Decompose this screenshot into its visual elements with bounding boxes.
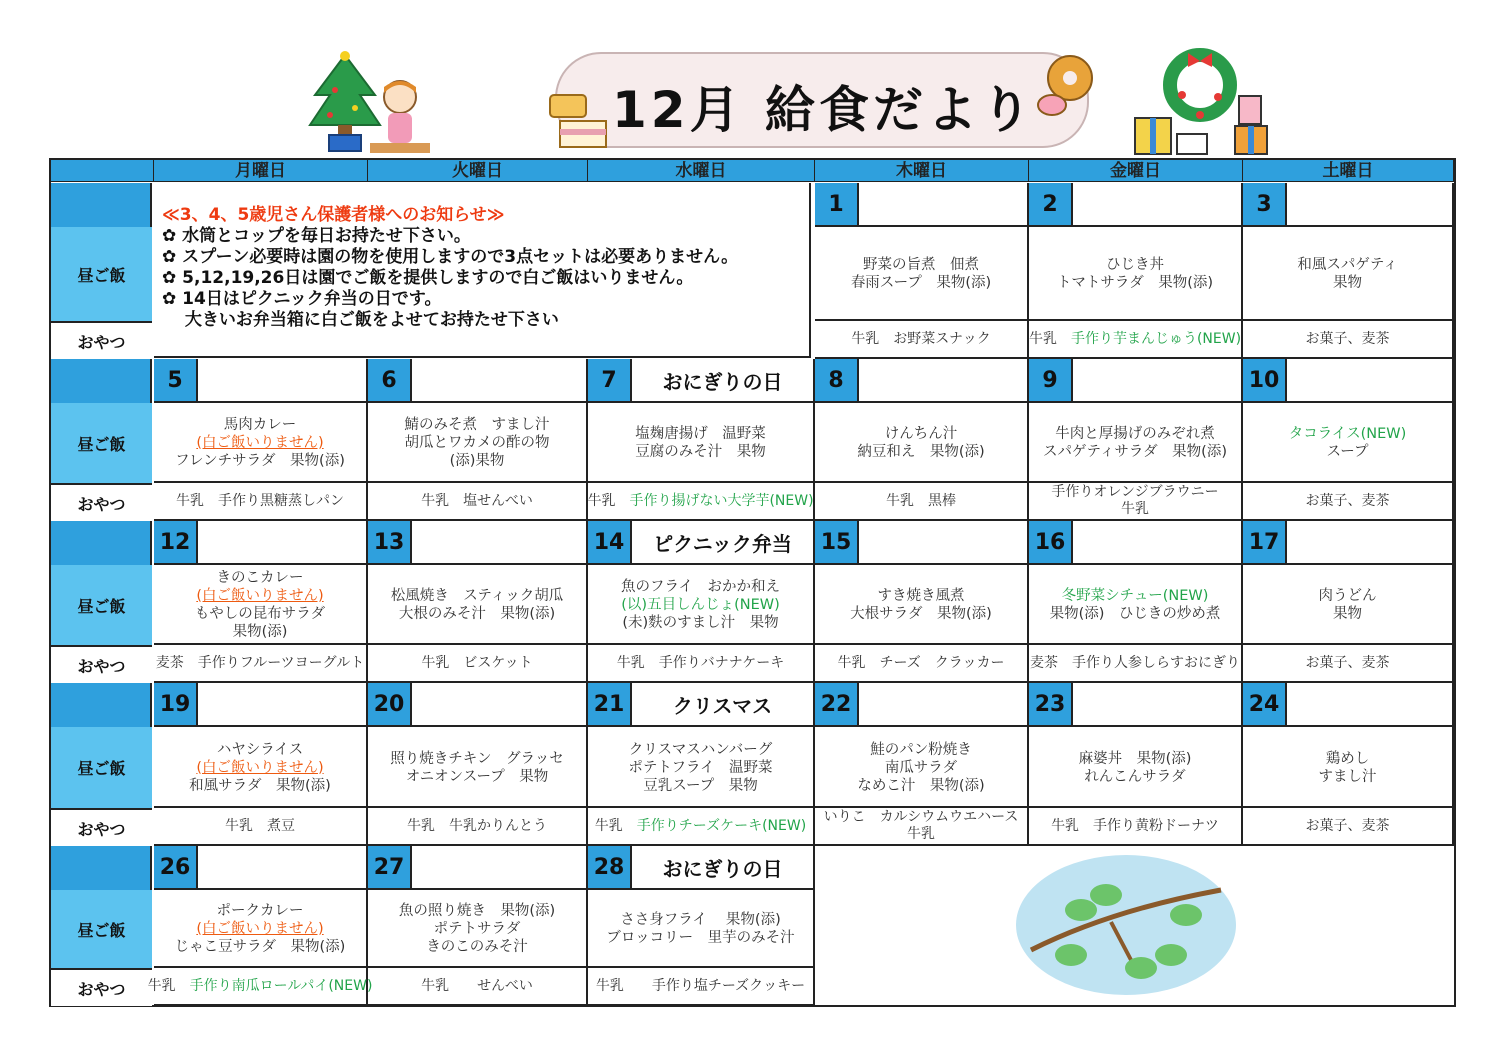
day-cell <box>1243 683 1454 846</box>
day-cell <box>154 683 368 846</box>
lunch-line: 南瓜サラダ <box>884 759 958 776</box>
weekday-header: 水曜日 <box>588 160 815 182</box>
snack-line: お菓子、麦茶 <box>1305 817 1390 834</box>
snack-part: 牛乳 <box>1028 330 1071 347</box>
side-snack-label: おやつ <box>51 321 152 359</box>
lunch-line: 照り焼きチキン グラッセ <box>390 750 564 767</box>
lunch-menu <box>815 565 1027 645</box>
lunch-line: 野菜の旨煮 佃煮 <box>863 257 979 273</box>
lunch-line: きのこカレー <box>216 570 304 586</box>
day-event-label <box>1287 183 1452 225</box>
day-header <box>368 683 586 727</box>
day-event-label <box>198 846 366 888</box>
lunch-menu <box>368 403 586 483</box>
snack-menu <box>154 806 366 844</box>
snack-line: お菓子、麦茶 <box>1305 654 1390 671</box>
lunch-line: じゃこ豆サラダ 果物(添) <box>174 939 346 955</box>
lunch-line: (添)果物 <box>449 453 505 469</box>
lunch-line: ポテトサラダ <box>433 921 521 937</box>
day-number: 17 <box>1243 521 1287 563</box>
day-number: 24 <box>1243 683 1287 725</box>
day-event-label <box>412 846 586 888</box>
snack-menu <box>368 643 586 681</box>
sweets-icon <box>540 85 615 155</box>
day-event-label <box>859 683 1027 725</box>
snack-part: 牛乳 <box>594 817 637 834</box>
day-header <box>815 359 1027 403</box>
day-number: 10 <box>1243 359 1287 401</box>
day-cell <box>588 521 815 683</box>
lunch-line: ささ身フライ 果物(添) <box>620 912 781 928</box>
side-lunch-label: 昼ご飯 <box>51 727 152 808</box>
snack-line: 牛乳 手作り黄粉ドーナツ <box>1051 817 1219 834</box>
lunch-menu <box>588 727 813 808</box>
day-number: 1 <box>815 183 859 225</box>
notice-line: ✿ 5,12,19,26日は園でご飯を提供しますので白ご飯はいりません。 <box>162 268 694 288</box>
day-event-label <box>859 359 1027 401</box>
day-number: 19 <box>154 683 198 725</box>
lunch-line: けんちん汁 <box>884 426 958 442</box>
day-header <box>815 683 1027 727</box>
snack-line: 牛乳 手作りバナナケーキ <box>616 654 785 671</box>
snack-line: 牛乳 お野菜スナック <box>851 330 991 347</box>
day-number: 20 <box>368 683 412 725</box>
lunch-menu <box>154 890 366 968</box>
snack-menu <box>1029 643 1241 681</box>
day-cell <box>154 359 368 521</box>
weekday-header: 月曜日 <box>154 160 368 182</box>
day-header <box>1029 683 1241 727</box>
notice-line: ✿ スプーン必要時は園の物を使用しますので3点セットは必要ありません。 <box>162 247 739 267</box>
day-number: 15 <box>815 521 859 563</box>
snack-menu <box>588 806 813 844</box>
lunch-line: (以)五目しんじょ(NEW) <box>621 597 780 613</box>
day-event-label <box>412 521 586 563</box>
lunch-menu <box>588 890 813 968</box>
snack-line: 牛乳 牛乳かりんとう <box>407 817 547 834</box>
day-number: 6 <box>368 359 412 401</box>
day-header <box>154 683 366 727</box>
lunch-menu <box>1243 565 1452 645</box>
day-number: 2 <box>1029 183 1073 225</box>
day-cell <box>1243 359 1454 521</box>
day-number: 26 <box>154 846 198 888</box>
snack-line: お菓子、麦茶 <box>1305 492 1390 509</box>
day-header <box>1243 683 1452 727</box>
snack-line: 麦茶 手作りフルーツヨーグルト <box>155 654 365 671</box>
day-cell <box>815 683 1029 846</box>
notice-heading: ≪3、4、5歳児さん保護者様へのお知らせ≫ <box>162 205 505 225</box>
lunch-line: すき焼き風煮 <box>877 588 965 604</box>
day-event-label: ピクニック弁当 <box>653 531 792 556</box>
day-header <box>368 359 586 403</box>
snack-menu <box>368 481 586 519</box>
lunch-menu <box>1029 403 1241 483</box>
lunch-line: (白ご飯いりません) <box>196 588 324 604</box>
lunch-line: 果物(添) <box>232 624 288 640</box>
day-header <box>1029 359 1241 403</box>
lunch-line: 胡瓜とワカメの酢の物 <box>404 435 550 451</box>
lunch-line: 果物 <box>1333 275 1362 291</box>
snack-line: 麦茶 手作り人参しらすおにぎり <box>1030 654 1240 671</box>
lunch-line: 納豆和え 果物(添) <box>857 444 985 460</box>
day-cell <box>147 846 373 1006</box>
lunch-menu <box>815 727 1027 808</box>
lunch-line: 松風焼き スティック胡瓜 <box>390 588 564 604</box>
lunch-line: 鶏めし <box>1325 750 1370 767</box>
lunch-line: 麻婆丼 果物(添) <box>1078 750 1192 767</box>
day-event-label <box>1073 183 1241 225</box>
day-cell <box>815 359 1029 521</box>
day-event-label <box>1287 359 1452 401</box>
day-number: 16 <box>1029 521 1073 563</box>
lunch-menu <box>588 565 813 645</box>
present-icon <box>1135 90 1275 158</box>
lunch-line: 鯖のみそ煮 すまし汁 <box>404 417 550 433</box>
lunch-menu <box>1029 727 1241 808</box>
day-header <box>154 846 366 890</box>
snack-menu <box>1243 806 1452 844</box>
day-event-label <box>1287 521 1452 563</box>
lunch-line: 大根サラダ 果物(添) <box>850 606 992 622</box>
lunch-line: クリスマスハンバーグ <box>628 741 773 758</box>
day-header <box>368 846 586 890</box>
lunch-line: 魚の照り焼き 果物(添) <box>398 903 556 919</box>
snack-part: 手作り揚げない大学芋(NEW) <box>629 492 814 509</box>
lunch-line: 豆乳スープ 果物 <box>643 777 758 794</box>
side-snack-label: おやつ <box>51 645 152 683</box>
side-day-bar <box>51 846 152 890</box>
lunch-line: ブロッコリー 里芋のみそ汁 <box>606 930 795 946</box>
day-cell <box>154 521 368 683</box>
day-header <box>588 359 813 403</box>
day-header <box>154 521 366 565</box>
snack-menu <box>368 966 586 1004</box>
day-number: 5 <box>154 359 198 401</box>
notice-line: ✿ 14日はピクニック弁当の日です。 <box>162 289 442 309</box>
lunch-line: フレンチサラダ 果物(添) <box>175 453 345 469</box>
day-event-label <box>198 359 366 401</box>
day-cell <box>815 183 1029 359</box>
side-lunch-label: 昼ご飯 <box>51 403 152 483</box>
snack-line <box>595 818 806 835</box>
side-day-bar <box>51 359 152 403</box>
snack-menu <box>815 643 1027 681</box>
day-event-label <box>859 521 1027 563</box>
snack-menu <box>1243 481 1452 519</box>
snack-menu <box>815 481 1027 519</box>
day-cell <box>1243 521 1454 683</box>
lunch-menu <box>154 565 366 645</box>
snack-line: 牛乳 <box>907 826 935 842</box>
day-header <box>588 846 813 890</box>
lunch-line: 和風サラダ 果物(添) <box>189 777 331 794</box>
day-header <box>815 521 1027 565</box>
corner-cell <box>51 160 154 182</box>
side-snack-label: おやつ <box>51 968 152 1006</box>
day-header <box>154 359 366 403</box>
lunch-line: オニオンスープ 果物 <box>405 768 549 785</box>
snack-menu <box>147 966 373 1004</box>
lunch-menu <box>1243 403 1452 483</box>
day-cell <box>1243 183 1454 359</box>
snack-line: 牛乳 手作り塩チーズクッキー <box>595 977 806 994</box>
lunch-line: 春雨スープ 果物(添) <box>850 275 992 291</box>
snack-line: 手作りオレンジブラウニー <box>1051 484 1219 500</box>
lunch-line: (白ご飯いりません) <box>196 435 324 451</box>
lunch-line: 豆腐のみそ汁 果物 <box>635 444 766 460</box>
snack-part: 手作りチーズケーキ(NEW) <box>636 817 807 834</box>
snack-menu <box>588 643 813 681</box>
lunch-line: (白ご飯いりません) <box>196 921 324 937</box>
lunch-line: もやしの昆布サラダ <box>194 606 326 622</box>
day-cell <box>368 683 588 846</box>
day-cell <box>1029 521 1243 683</box>
day-number: 9 <box>1029 359 1073 401</box>
lunch-line: なめこ汁 果物(添) <box>857 777 985 794</box>
day-event-label <box>198 683 366 725</box>
weekday-header: 金曜日 <box>1029 160 1243 182</box>
lunch-menu <box>1029 227 1241 321</box>
lunch-line: ひじき丼 <box>1106 257 1164 273</box>
day-header <box>1243 359 1452 403</box>
day-number: 22 <box>815 683 859 725</box>
lunch-line: スパゲティサラダ 果物(添) <box>1042 444 1227 460</box>
day-event-label: クリスマス <box>672 693 773 718</box>
day-header <box>588 683 813 727</box>
lunch-line: スープ <box>1326 444 1369 460</box>
lunch-menu <box>815 227 1027 321</box>
side-snack-label: おやつ <box>51 483 152 521</box>
lunch-menu <box>1029 565 1241 645</box>
snack-menu <box>1029 806 1241 844</box>
snack-menu <box>154 481 366 519</box>
snack-line: 牛乳 塩せんべい <box>421 492 533 509</box>
lunch-menu <box>154 403 366 483</box>
day-number: 13 <box>368 521 412 563</box>
day-cell <box>368 521 588 683</box>
weekday-header: 木曜日 <box>815 160 1029 182</box>
notice-box <box>154 183 811 358</box>
day-cell <box>588 846 815 1006</box>
lunch-line: 果物(添) ひじきの炒め煮 <box>1049 606 1221 622</box>
lunch-menu <box>1243 227 1452 321</box>
snack-line <box>587 493 813 510</box>
lunch-line: きのこのみそ汁 <box>426 939 528 955</box>
side-day-bar <box>51 183 152 227</box>
side-lunch-label: 昼ご飯 <box>51 227 152 321</box>
side-lunch-label: 昼ご飯 <box>51 565 152 645</box>
day-number: 12 <box>154 521 198 563</box>
lunch-line: 肉うどん <box>1318 588 1377 604</box>
snack-menu <box>1243 643 1452 681</box>
donut-icon <box>1030 50 1105 125</box>
day-event-label: おにぎりの日 <box>662 856 783 881</box>
snack-part: 牛乳 <box>587 492 630 509</box>
day-event-label <box>1073 521 1241 563</box>
side-day-bar <box>51 521 152 565</box>
lunch-line: ポテトフライ 温野菜 <box>628 759 773 776</box>
day-number: 8 <box>815 359 859 401</box>
day-header <box>1029 183 1241 227</box>
lunch-line: 魚のフライ おかか和え <box>620 579 781 595</box>
snack-menu <box>1243 319 1452 357</box>
snack-line: 牛乳 黒棒 <box>886 492 956 509</box>
snack-menu <box>368 806 586 844</box>
day-cell <box>368 846 588 1006</box>
branch-illustration <box>1011 850 1241 1000</box>
snack-menu <box>588 481 813 519</box>
calendar-grid <box>49 158 1456 1007</box>
weekday-header: 火曜日 <box>368 160 588 182</box>
snack-part: 手作り芋まんじゅう(NEW) <box>1070 330 1242 347</box>
day-cell <box>1029 683 1243 846</box>
lunch-line: すまし汁 <box>1318 768 1377 785</box>
lunch-line: 鮭のパン粉焼き <box>870 741 972 758</box>
day-event-label <box>198 521 366 563</box>
snack-line <box>148 978 373 995</box>
lunch-menu <box>588 403 813 483</box>
day-number: 3 <box>1243 183 1287 225</box>
day-cell <box>1029 183 1243 359</box>
lunch-menu <box>368 727 586 808</box>
snack-line: 牛乳 ビスケット <box>421 654 533 671</box>
lunch-line: 馬肉カレー <box>223 417 297 433</box>
lunch-line: (白ご飯いりません) <box>196 759 324 776</box>
lunch-menu <box>1243 727 1452 808</box>
lunch-line: (未)麩のすまし汁 果物 <box>622 615 779 631</box>
page-title: 12月 給食だより <box>612 81 1035 139</box>
day-cell <box>588 683 815 846</box>
snack-line: 牛乳 煮豆 <box>225 817 295 834</box>
lunch-menu <box>154 727 366 808</box>
day-header <box>1243 183 1452 227</box>
notice-line: 大きいお弁当箱に白ご飯をよせてお持たせ下さい <box>162 310 559 330</box>
day-event-label: おにぎりの日 <box>662 369 783 394</box>
day-cell <box>815 521 1029 683</box>
snack-line: 牛乳 せんべい <box>421 977 533 994</box>
snack-part: 牛乳 <box>147 977 190 994</box>
snack-menu <box>588 966 813 1004</box>
notice-line: ✿ 水筒とコップを毎日お持たせ下さい。 <box>162 226 471 246</box>
side-snack-label: おやつ <box>51 808 152 846</box>
snack-line: いりこ カルシウムウエハース <box>823 809 1019 825</box>
side-lunch-label: 昼ご飯 <box>51 890 152 968</box>
snack-menu <box>1029 319 1241 357</box>
lunch-line: ポークカレー <box>216 903 304 919</box>
snack-line: 牛乳 チーズ クラッカー <box>837 654 1005 671</box>
day-number: 14 <box>588 521 632 563</box>
weekday-header: 土曜日 <box>1243 160 1454 182</box>
lunch-line: タコライス(NEW) <box>1288 426 1407 442</box>
day-cell <box>1029 359 1243 521</box>
side-day-bar <box>51 683 152 727</box>
day-event-label <box>1073 683 1241 725</box>
snack-menu <box>1029 481 1241 519</box>
snack-line: 牛乳 <box>1121 501 1149 517</box>
snack-line: お菓子、麦茶 <box>1305 330 1390 347</box>
lunch-line: 牛肉と厚揚げのみぞれ煮 <box>1055 426 1215 442</box>
snack-menu <box>154 643 366 681</box>
day-number: 21 <box>588 683 632 725</box>
day-number: 27 <box>368 846 412 888</box>
lunch-line: ハヤシライス <box>216 741 304 758</box>
day-number: 7 <box>588 359 632 401</box>
day-header <box>1243 521 1452 565</box>
snack-line <box>1029 331 1241 348</box>
snack-menu <box>815 806 1027 844</box>
lunch-line: トマトサラダ 果物(添) <box>1056 275 1214 291</box>
lunch-line: れんこんサラダ <box>1084 768 1186 785</box>
snack-menu <box>815 319 1027 357</box>
lunch-menu <box>368 565 586 645</box>
day-event-label <box>412 683 586 725</box>
lunch-line: 塩麹唐揚げ 温野菜 <box>635 426 766 442</box>
day-header <box>368 521 586 565</box>
lunch-menu <box>368 890 586 968</box>
day-header <box>1029 521 1241 565</box>
child-icon <box>370 75 430 155</box>
snack-line: 牛乳 手作り黒糖蒸しパン <box>176 492 344 509</box>
day-cell <box>368 359 588 521</box>
day-number: 28 <box>588 846 632 888</box>
day-header <box>815 183 1027 227</box>
lunch-line: 冬野菜シチュー(NEW) <box>1061 588 1209 604</box>
day-event-label <box>412 359 586 401</box>
day-event-label <box>859 183 1027 225</box>
lunch-line: 果物 <box>1333 606 1362 622</box>
lunch-line: 和風スパゲティ <box>1297 257 1398 273</box>
lunch-menu <box>815 403 1027 483</box>
lunch-line: 大根のみそ汁 果物(添) <box>398 606 556 622</box>
day-event-label <box>1287 683 1452 725</box>
day-cell <box>588 359 815 521</box>
day-number: 23 <box>1029 683 1073 725</box>
day-header <box>588 521 813 565</box>
day-event-label <box>1073 359 1241 401</box>
snack-part: 手作り南瓜ロールパイ(NEW) <box>189 977 373 994</box>
